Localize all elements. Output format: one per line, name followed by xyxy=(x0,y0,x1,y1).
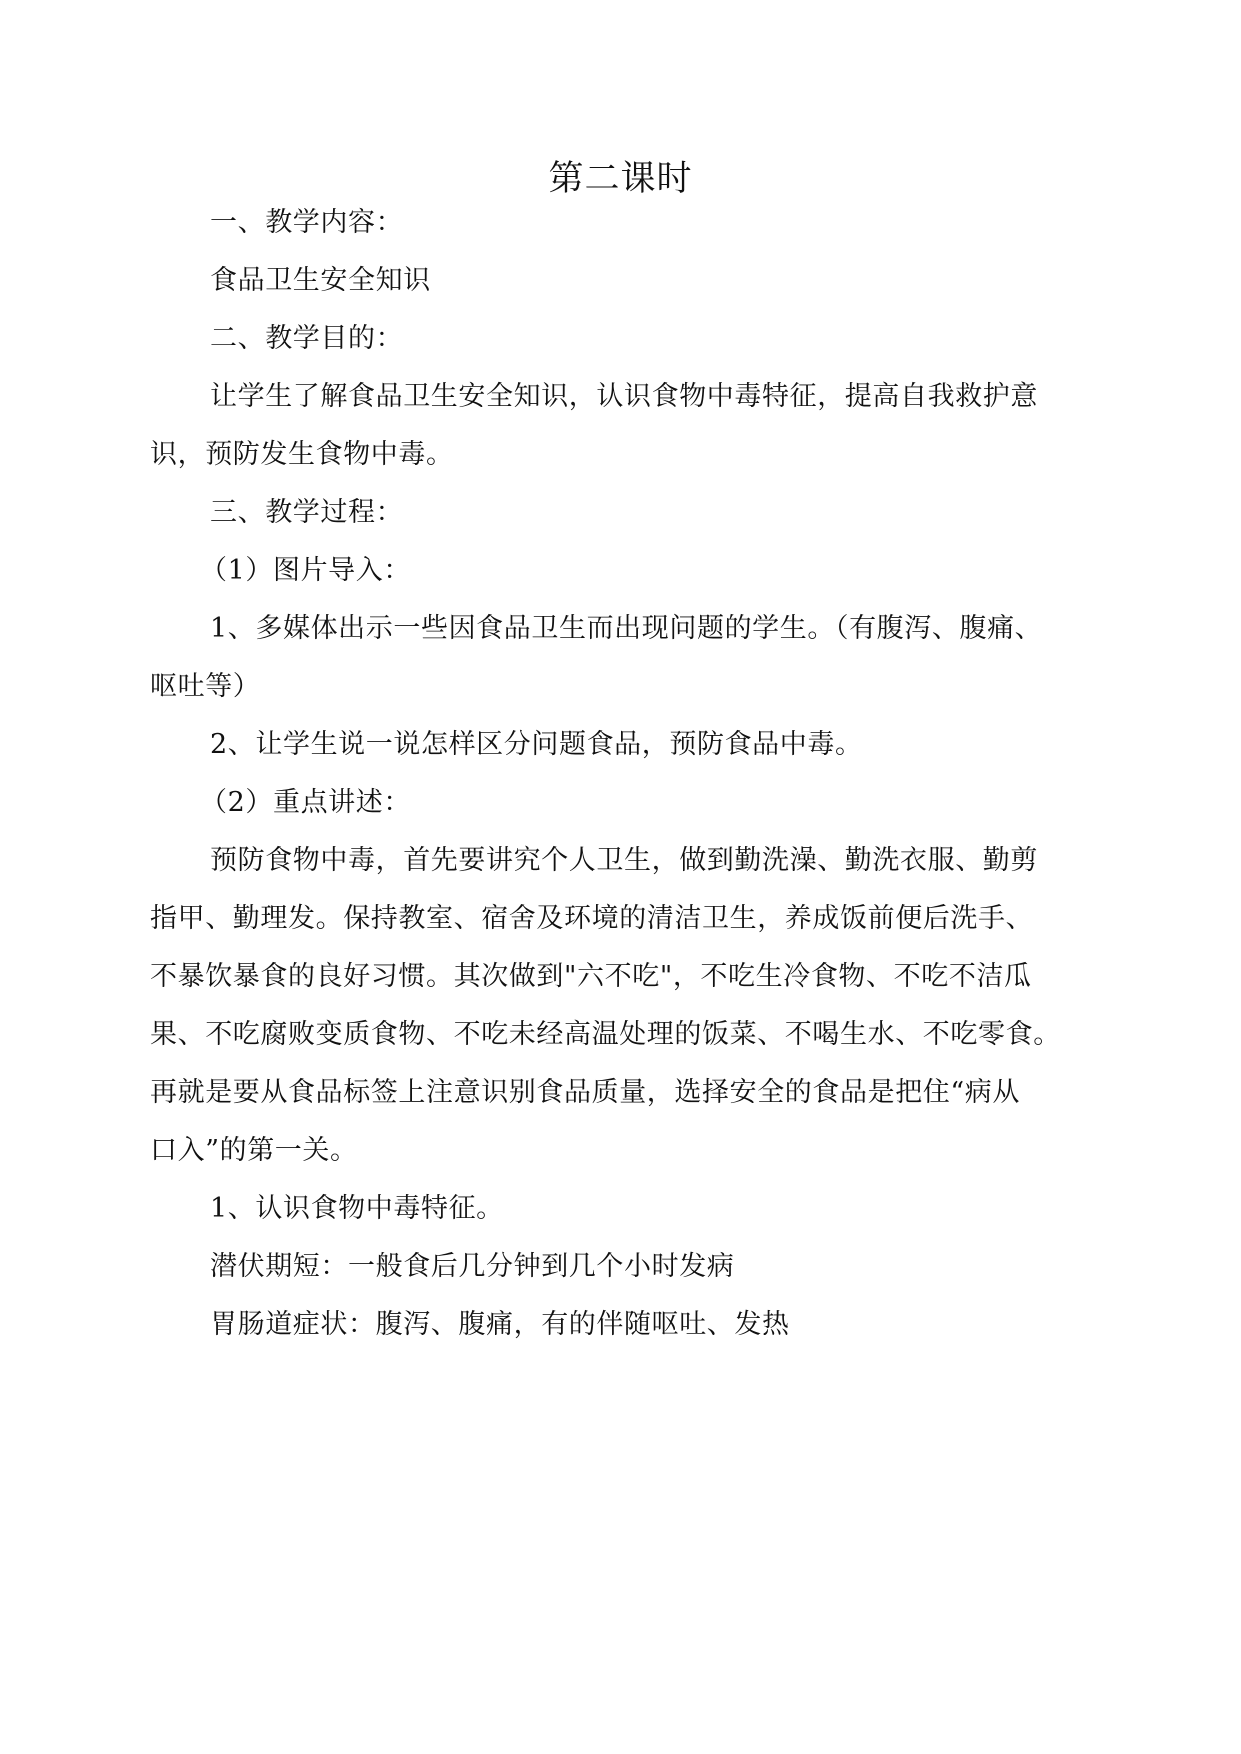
paragraph-line: 1、多媒体出示一些因食品卫生而出现问题的学生。（有腹泻、腹痛、 xyxy=(210,613,1043,644)
page-title: 第二课时 xyxy=(548,159,693,199)
paragraph-line: 让学生了解食品卫生安全知识，认识食物中毒特征，提高自我救护意 xyxy=(210,381,1038,412)
section-heading-content: 一、教学内容： xyxy=(210,207,404,238)
paragraph-line: 指甲、勤理发。保持教室、宿舍及环境的清洁卫生，养成饭前便后洗手、 xyxy=(150,903,1034,934)
paragraph-line: 再就是要从食品标签上注意识别食品质量，选择安全的食品是把住“病从 xyxy=(150,1077,1021,1108)
paragraph-line: 1、认识食物中毒特征。 xyxy=(210,1193,504,1224)
subheading-picture-intro: （1）图片导入： xyxy=(200,555,411,586)
section-heading-objectives: 二、教学目的： xyxy=(210,323,404,354)
subheading-key-points: （2）重点讲述： xyxy=(200,787,411,818)
paragraph-line: 2、让学生说一说怎样区分问题食品，预防食品中毒。 xyxy=(210,729,863,760)
paragraph-line: 口入”的第一关。 xyxy=(150,1135,358,1166)
paragraph-line: 食品卫生安全知识 xyxy=(210,265,431,296)
paragraph-line: 潜伏期短：一般食后几分钟到几个小时发病 xyxy=(210,1251,735,1282)
section-heading-process: 三、教学过程： xyxy=(210,497,404,528)
paragraph-line: 果、不吃腐败变质食物、不吃未经高温处理的饭菜、不喝生水、不吃零食。 xyxy=(150,1019,1061,1050)
paragraph-line: 胃肠道症状：腹泻、腹痛，有的伴随呕吐、发热 xyxy=(210,1309,790,1340)
paragraph-line: 不暴饮暴食的良好习惯。其次做到"六不吃"，不吃生冷食物、不吃不洁瓜 xyxy=(150,961,1032,992)
paragraph-line: 预防食物中毒，首先要讲究个人卫生，做到勤洗澡、勤洗衣服、勤剪 xyxy=(210,845,1038,876)
paragraph-line: 识，预防发生食物中毒。 xyxy=(150,439,454,470)
paragraph-line: 呕吐等） xyxy=(150,671,261,702)
